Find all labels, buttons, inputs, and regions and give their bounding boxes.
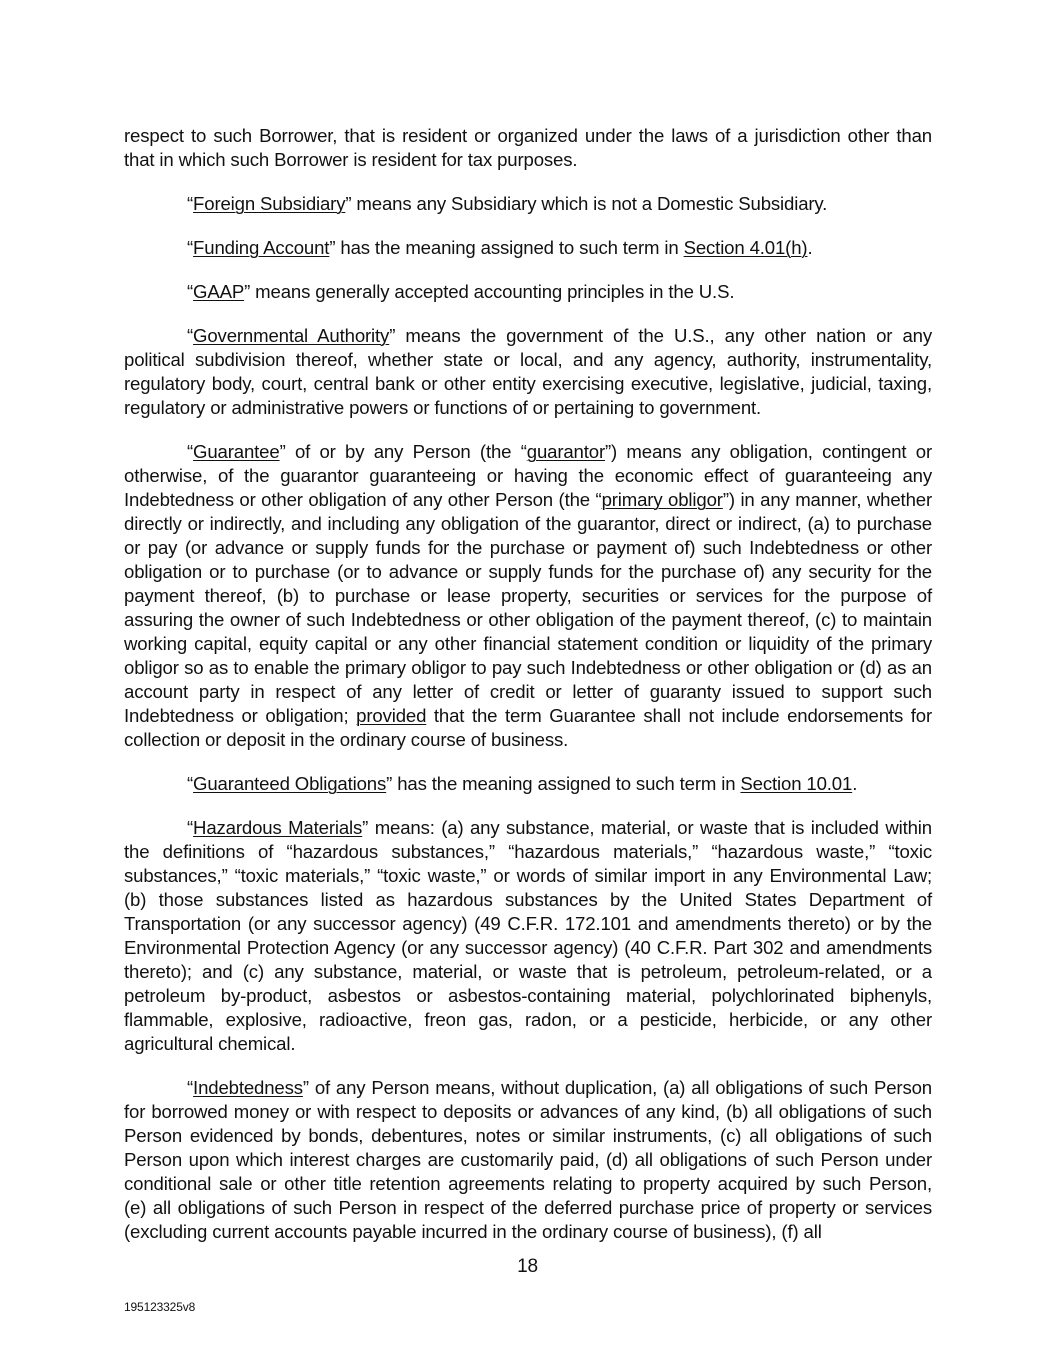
section-reference: Section 4.01(h) bbox=[683, 237, 808, 258]
emphasis-term: provided bbox=[356, 705, 427, 726]
defined-term: Foreign Subsidiary bbox=[193, 193, 346, 214]
page-number: 18 bbox=[517, 1256, 538, 1277]
text-run: “ bbox=[187, 193, 194, 214]
text-run: “ bbox=[187, 325, 194, 346]
definition-guaranteed-obligations bbox=[124, 772, 932, 796]
text-run: “ bbox=[187, 237, 194, 258]
document-id: 195123325v8 bbox=[124, 1300, 196, 1314]
defined-term: primary obligor bbox=[601, 489, 723, 510]
definition-gaap bbox=[124, 280, 932, 304]
text-run: that the term Guarantee shall not include endorsements for collection or deposit in the ordinary course of business. bbox=[124, 705, 932, 750]
body-text bbox=[124, 124, 932, 1264]
text-run: ” of any Person means, without duplication, (a) all obligations of such Person for borrowed money or with respect to deposits or advances of any kind, (b) all obligations of such Person evidenced by bonds, debentures, notes or similar instruments, (c) all obligations of such Person upon which interest charges are customarily paid, (d) all obligations of such Person under conditional sale or other title retention agreements relating to property acquired by such Person, (e) all obligations of such Person in respect of the deferred purchase price of property or services (excluding current accounts payable incurred in the ordinary course of business), (f) all bbox=[124, 1077, 932, 1242]
text-run: ”) means any obligation, contingent or otherwise, of the guarantor guaranteeing or having the economic effect of guaranteeing any Indebtedness or other obligation of any other Person (the “ bbox=[124, 441, 932, 510]
defined-term: Hazardous Materials bbox=[193, 817, 363, 838]
defined-term: GAAP bbox=[193, 281, 245, 302]
defined-term: Funding Account bbox=[193, 237, 330, 258]
defined-term: Governmental Authority bbox=[193, 325, 390, 346]
text-run: ” has the meaning assigned to such term in bbox=[329, 237, 684, 258]
text-run: ”) in any manner, whether directly or indirectly, and including any obligation of the guarantor, direct or indirect, (a) to purchase or pay (or advance or supply funds for the purchase or payment of) such Indebtedness or other obligation or to purchase (or to advance or supply funds for the purchase of) any security for the payment thereof, (b) to purchase or lease property, securities or services for the purpose of assuring the owner of such Indebtedness or other obligation of the payment thereof, (c) to maintain working capital, equity capital or any other financial statement condition or liquidity of the primary obligor so as to enable the primary obligor to pay such Indebtedness or other obligation or (d) as an account party in respect of any letter of credit or letter of guaranty issued to support such Indebtedness or obligation; bbox=[124, 489, 932, 726]
text-run: . bbox=[852, 773, 858, 794]
definition-funding-account bbox=[124, 236, 932, 260]
defined-term: Guaranteed Obligations bbox=[193, 773, 387, 794]
section-reference: Section 10.01 bbox=[740, 773, 853, 794]
text-run: ” means the government of the U.S., any other nation or any political subdivision thereof, whether state or local, and any agency, authority, instrumentality, regulatory body, court, central bank or other entity exercising executive, legislative, judicial, taxing, regulatory or administrative powers or functions of or pertaining to government. bbox=[124, 325, 933, 418]
text-run: ” means any Subsidiary which is not a Domestic Subsidiary. bbox=[345, 193, 828, 214]
definition-guarantee bbox=[124, 440, 932, 752]
defined-term: guarantor bbox=[526, 441, 605, 462]
text-run: respect to such Borrower, that is resident or organized under the laws of a jurisdiction other than that in which such Borrower is resident for tax purposes. bbox=[124, 125, 932, 170]
definition-foreign-subsidiary bbox=[124, 192, 932, 216]
text-run: “ bbox=[187, 441, 194, 462]
text-run: ” means: (a) any substance, material, or waste that is included within the definitions of “hazardous substances,” “hazardous materials,” “hazardous waste,” “toxic substances,” “toxic materials,” “toxic waste,” or words of similar import in any Environmental Law; (b) those substances listed as hazardous substances by the United States Department of Transportation (or any successor agency) (49 C.F.R. 172.101 and amendments thereto) or by the Environmental Protection Agency (or any successor agency) (40 C.F.R. Part 302 and amendments thereto); and (c) any substance, material, or waste that is petroleum, petroleum-related, or a petroleum by-product, asbestos or asbestos-containing material, polychlorinated biphenyls, flammable, explosive, radioactive, freon gas, radon, or a pesticide, herbicide, or any other agricultural chemical. bbox=[124, 817, 932, 1054]
definition-indebtedness bbox=[124, 1076, 932, 1244]
text-run: ” means generally accepted accounting principles in the U.S. bbox=[244, 281, 735, 302]
defined-term: Indebtedness bbox=[193, 1077, 303, 1098]
definition-hazardous-materials bbox=[124, 816, 932, 1056]
text-run: “ bbox=[187, 817, 194, 838]
paragraph-continuation bbox=[124, 124, 932, 172]
text-run: ” of or by any Person (the “ bbox=[279, 441, 527, 462]
definition-governmental-authority bbox=[124, 324, 932, 420]
text-run: “ bbox=[187, 773, 194, 794]
text-run: “ bbox=[187, 1077, 194, 1098]
text-run: “ bbox=[187, 281, 194, 302]
text-run: . bbox=[807, 237, 813, 258]
text-run: ” has the meaning assigned to such term in bbox=[386, 773, 741, 794]
defined-term: Guarantee bbox=[193, 441, 280, 462]
